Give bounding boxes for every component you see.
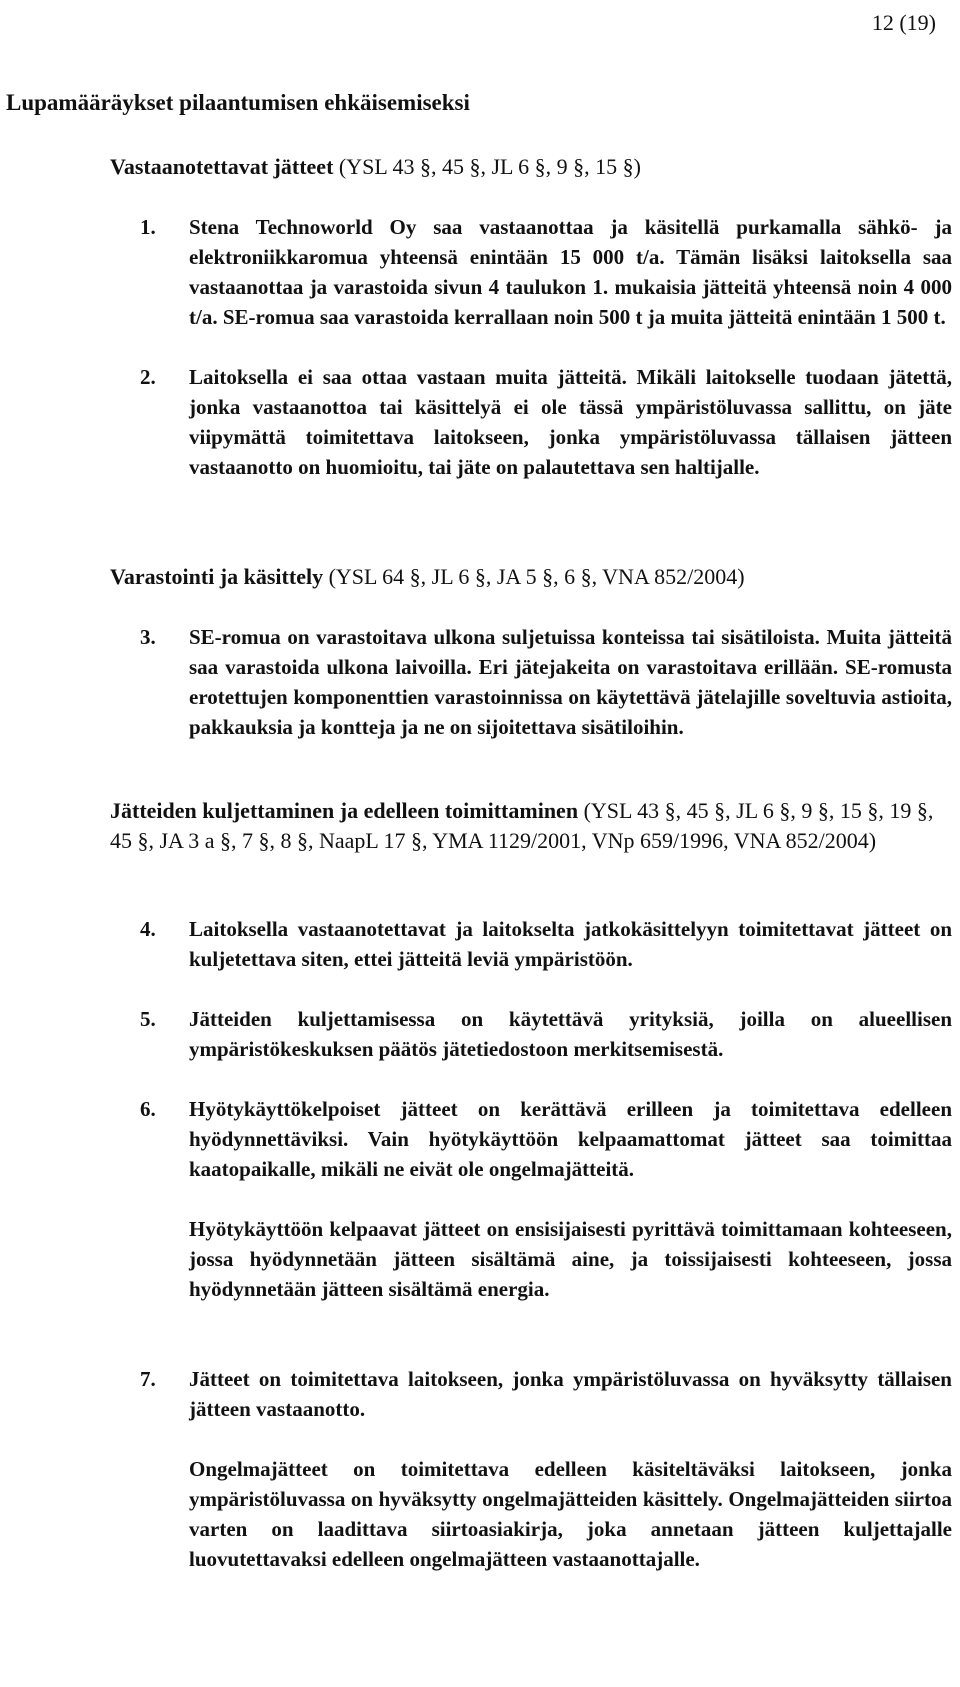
item-number: 1. bbox=[140, 215, 156, 239]
item-number: 2. bbox=[140, 365, 156, 389]
list-item-4 bbox=[140, 914, 952, 974]
item-number: 5. bbox=[140, 1007, 156, 1031]
section-heading-reference: (YSL 43 §, 45 §, JL 6 §, 9 §, 15 §, 19 §, 45 §, JA 3 a §, 7 §, 8 §, NaapL 17 §, YMA 1129/2001, VNp 659/1996, VNA 852/2004) bbox=[110, 798, 934, 853]
section-heading-vastaanotettavat bbox=[110, 152, 950, 182]
section-heading-title: Varastointi ja käsittely bbox=[110, 564, 324, 589]
item-text: Laitoksella vastaanotettavat ja laitokselta jatkokäsittelyyn toimitettavat jätteet on kuljetettava siten, ettei jätteitä leviä ympäristöön. bbox=[189, 917, 952, 971]
section-heading-title: Vastaanotettavat jätteet bbox=[110, 154, 334, 179]
item-text: Hyötykäyttökelpoiset jätteet on kerättävä erilleen ja toimitettava edelleen hyödynnettäviksi. Vain hyötykäyttöön kelpaamattomat jätteet saa toimittaa kaatopaikalle, mikäli ne eivät ole ongelmajätteitä. bbox=[189, 1097, 952, 1181]
list-item-1 bbox=[140, 212, 952, 332]
list-item-7 bbox=[140, 1364, 952, 1424]
item-number: 6. bbox=[140, 1097, 156, 1121]
item-text: Laitoksella ei saa ottaa vastaan muita jätteitä. Mikäli laitokselle tuodaan jätettä, jonka vastaanottoa tai käsittelyä ei ole tässä ympäristöluvassa sallittu, on jäte viipymättä toimitettava laitokseen, jonka ympäristöluvassa tällaisen jätteen vastaanotto on huomioitu, tai jäte on palautettava sen haltijalle. bbox=[189, 365, 952, 479]
section-heading-title: Jätteiden kuljettaminen ja edelleen toimittaminen bbox=[110, 798, 579, 823]
list-item-2 bbox=[140, 362, 952, 482]
item-number: 4. bbox=[140, 917, 156, 941]
item-number: 7. bbox=[140, 1367, 156, 1391]
page-number: 12 (19) bbox=[871, 10, 936, 35]
item-text: Jätteiden kuljettamisessa on käytettävä yrityksiä, joilla on alueellisen ympäristökeskuksen päätös jätetiedostoon merkitsemisestä. bbox=[189, 1007, 952, 1061]
item-text: Jätteet on toimitettava laitokseen, jonka ympäristöluvassa on hyväksytty tällaisen jätteen vastaanotto. bbox=[189, 1367, 952, 1421]
item-number: 3. bbox=[140, 625, 156, 649]
list-item-3 bbox=[140, 622, 952, 742]
page-title: Lupamääräykset pilaantumisen ehkäisemiseksi bbox=[6, 90, 470, 115]
section-heading-varastointi bbox=[110, 562, 950, 592]
item-text: Stena Technoworld Oy saa vastaanottaa ja käsitellä purkamalla sähkö- ja elektroniikkaromua yhteensä enintään 15 000 t/a. Tämän lisäksi laitoksella saa vastaanottaa ja varastoida sivun 4 taulukon 1. mukaisia jätteitä yhteensä noin 4 000 t/a. SE-romua saa varastoida kerrallaan noin 500 t ja muita jätteitä enintään 1 500 t. bbox=[189, 215, 952, 329]
section-heading-kuljettaminen bbox=[110, 796, 950, 856]
section-heading-reference: (YSL 43 §, 45 §, JL 6 §, 9 §, 15 §) bbox=[333, 154, 641, 179]
section-heading-reference: (YSL 64 §, JL 6 §, JA 5 §, 6 §, VNA 852/2004) bbox=[323, 564, 745, 589]
list-item-6 bbox=[140, 1094, 952, 1184]
item-text: SE-romua on varastoitava ulkona suljetuissa konteissa tai sisätiloista. Muita jätteitä saa varastoida ulkona laivoilla. Eri jätejakeita on varastoitava erillään. SE-romusta erotettujen komponenttien varastoinnissa on käytettävä jätelajille soveltuvia astioita, pakkauksia ja kontteja ja ne on sijoitettava sisätiloihin. bbox=[189, 625, 952, 739]
item-6-paragraph: Hyötykäyttöön kelpaavat jätteet on ensisijaisesti pyrittävä toimittamaan kohteeseen, jossa hyödynnetään jätteen sisältämä aine, ja toissijaisesti kohteeseen, jossa hyödynnetään jätteen sisältämä energia. bbox=[189, 1217, 952, 1301]
list-item-5 bbox=[140, 1004, 952, 1064]
item-7-paragraph: Ongelmajätteet on toimitettava edelleen käsiteltäväksi laitokseen, jonka ympäristöluvassa on hyväksytty ongelmajätteiden käsittely. Ongelmajätteiden siirtoa varten on laadittava siirtoasiakirja, joka annetaan jätteen kuljettajalle luovutettavaksi edelleen ongelmajätteen vastaanottajalle. bbox=[189, 1457, 952, 1571]
